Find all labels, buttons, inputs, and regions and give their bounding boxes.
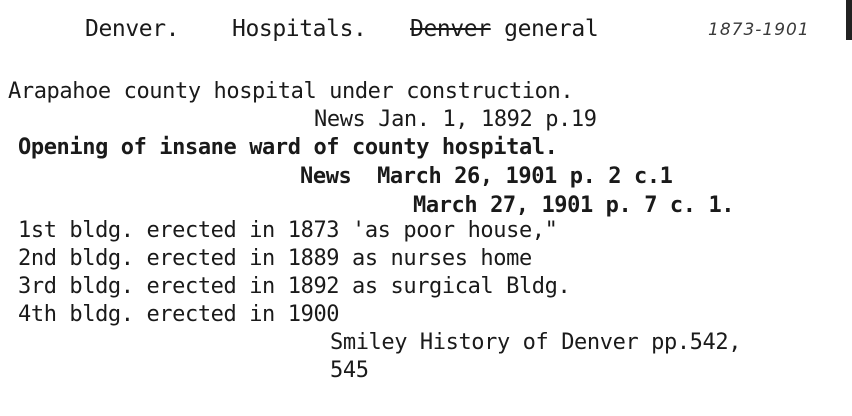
- entry-line-6: 1st bldg. erected in 1873 'as poor house,": [18, 218, 558, 243]
- entry-line-4: News March 26, 1901 p. 2 c.1: [300, 164, 673, 189]
- header-subject-text: general: [504, 16, 599, 42]
- handwritten-date-range: 1873-1901: [708, 20, 810, 40]
- entry-line-9: 4th bldg. erected in 1900: [18, 302, 340, 327]
- entry-line-7: 2nd bldg. erected in 1889 as nurses home: [18, 246, 532, 271]
- entry-line-10: Smiley History of Denver pp.542,: [330, 330, 742, 355]
- entry-line-2: News Jan. 1, 1892 p.19: [314, 107, 597, 132]
- entry-line-3: Opening of insane ward of county hospital.: [18, 135, 558, 160]
- entry-line-1: Arapahoe county hospital under construction.: [8, 79, 574, 104]
- card-edge-mark: [846, 0, 852, 40]
- entry-line-8: 3rd bldg. erected in 1892 as surgical Bldg.: [18, 274, 571, 299]
- entry-line-5: March 27, 1901 p. 7 c. 1.: [413, 193, 735, 218]
- header-category: Hospitals.: [232, 16, 367, 42]
- header-subject: [410, 16, 598, 42]
- header-subject-struck: Denver: [410, 16, 491, 42]
- header-city: Denver.: [85, 16, 180, 42]
- entry-line-11: 545: [330, 358, 369, 383]
- header-subject-gap: [491, 16, 504, 42]
